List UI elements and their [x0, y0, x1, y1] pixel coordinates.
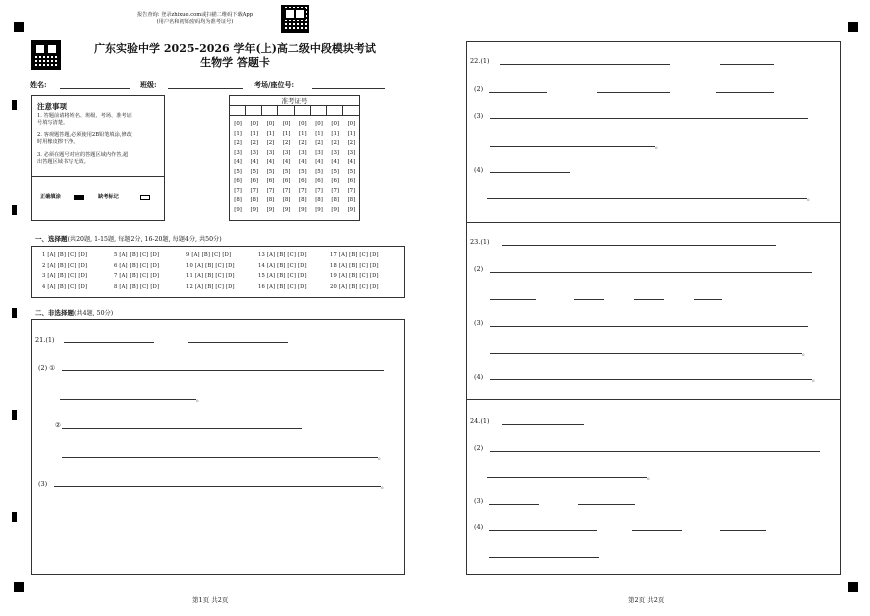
room-field[interactable] — [312, 88, 385, 89]
exam-id-bubble[interactable]: [4] — [315, 159, 323, 165]
q22-3-field[interactable] — [490, 118, 808, 119]
choice-options[interactable]: [A] [B] [C] [D] — [191, 252, 232, 258]
exam-id-bubble[interactable]: [2] — [331, 140, 340, 146]
q21-p2: (2) ① — [38, 364, 56, 372]
section2-title: 二、非选择题 — [35, 309, 74, 317]
corner-mark — [848, 582, 858, 592]
choice-number: 18 — [330, 262, 338, 269]
choice-number: 11 — [186, 273, 194, 279]
choice-number: 14 — [258, 262, 266, 269]
correct-fill-label: 正确填涂 — [40, 194, 61, 200]
notice-item: 1. 答题前请将姓名、班级、考场、准考证号填写清楚。 — [37, 113, 132, 126]
choice-number: 1 — [42, 252, 46, 258]
exam-id-bubble[interactable]: [7] — [282, 187, 291, 194]
exam-id-title: 准考证号 — [230, 96, 359, 106]
exam-id-bubble[interactable]: [0] — [315, 121, 323, 127]
choice-number: 10 — [186, 262, 194, 269]
q23-p3: (3) — [474, 319, 484, 327]
exam-id-bubble[interactable]: [2] — [250, 140, 259, 146]
footer-page2: 第2页 共2页 — [628, 596, 665, 604]
exam-id-bubble[interactable]: [1] — [299, 130, 307, 137]
choice-item[interactable] — [186, 263, 235, 269]
choice-options[interactable]: [A] [B] [C] [D] — [194, 283, 235, 290]
choice-item[interactable] — [114, 284, 159, 290]
exam-id-bubble[interactable]: [5] — [347, 168, 356, 175]
q23-1-field[interactable] — [502, 245, 776, 246]
period: 。 — [655, 142, 662, 150]
corner-mark — [14, 22, 24, 32]
notice-line-2: (用户名和初始密码均为准考证号) — [156, 19, 234, 25]
q22-1b-field[interactable] — [720, 64, 774, 65]
q21-p2b: ② — [55, 421, 61, 429]
q24-3b-field[interactable] — [578, 504, 635, 505]
exam-id-bubble[interactable]: [9] — [299, 206, 307, 213]
period: 。 — [807, 194, 814, 202]
report-notice — [120, 12, 270, 26]
q23-3-field[interactable] — [490, 326, 808, 327]
choice-number: 9 — [186, 252, 190, 258]
q24-p1: 24.(1) — [470, 417, 490, 425]
choice-item[interactable] — [330, 252, 379, 258]
timing-mark — [12, 308, 17, 318]
choice-options[interactable]: [A] [B] [C] [D] — [47, 283, 88, 290]
exam-id-bubble[interactable]: [0] — [234, 121, 242, 127]
exam-id-bubble[interactable]: [2] — [347, 140, 356, 146]
choice-item[interactable] — [186, 284, 235, 290]
q22-2b-field[interactable] — [597, 92, 670, 93]
q21-2a-field-cont[interactable] — [60, 399, 196, 400]
class-label: 班级: — [140, 80, 157, 89]
exam-id-bubble[interactable]: [5] — [331, 168, 340, 175]
exam-id-bubble[interactable]: [6] — [315, 178, 323, 184]
choice-number: 2 — [42, 262, 46, 269]
q22-p3: (3) — [474, 112, 484, 120]
exam-id-bubble[interactable]: [2] — [315, 140, 323, 146]
q21-2a-field[interactable] — [62, 370, 384, 371]
exam-id-bubble[interactable]: [1] — [331, 130, 340, 137]
qr-code-icon — [31, 40, 61, 70]
notice-line-1: 报告查询: 登录zhixue.com或扫描二维码下载App — [136, 12, 254, 18]
exam-id-bubble[interactable]: [1] — [315, 130, 323, 137]
exam-id-bubble[interactable]: [1] — [266, 130, 275, 137]
choice-number: 12 — [186, 283, 194, 290]
choice-options[interactable]: [A] [B] [C] [D] — [119, 283, 160, 290]
exam-id-box — [229, 95, 360, 221]
exam-id-bubble[interactable]: [8] — [250, 197, 259, 203]
exam-id-bubble[interactable]: [4] — [347, 159, 356, 165]
q24-4d-field[interactable] — [489, 557, 599, 558]
exam-id-bubble[interactable]: [6] — [266, 178, 275, 184]
q22-1a-field[interactable] — [500, 64, 670, 65]
choice-number: 19 — [330, 273, 338, 279]
exam-id-bubble[interactable]: [7] — [266, 187, 275, 194]
q22-3-field-cont[interactable] — [490, 146, 655, 147]
title-line-1: 广东实验中学 2025-2026 学年(上)高二级中段模块考试 — [94, 42, 376, 55]
choice-item[interactable] — [42, 284, 87, 290]
choice-options[interactable]: [A] [B] [C] [D] — [266, 252, 307, 258]
choice-number: 13 — [258, 252, 266, 258]
exam-id-bubble[interactable]: [8] — [282, 197, 291, 203]
exam-id-bubble[interactable]: [7] — [299, 187, 307, 194]
q23-p4: (4) — [474, 373, 484, 381]
choice-options[interactable]: [A] [B] [C] [D] — [47, 273, 88, 279]
choice-item[interactable] — [114, 273, 159, 279]
exam-id-bubble[interactable]: [4] — [234, 159, 242, 165]
exam-id-bubble[interactable]: [6] — [250, 178, 259, 184]
exam-id-bubble[interactable]: [0] — [331, 121, 340, 127]
choice-item[interactable] — [42, 263, 87, 269]
q22-2a-field[interactable] — [489, 92, 547, 93]
q24-4a-field[interactable] — [489, 530, 597, 531]
period: 。 — [381, 482, 388, 490]
period: 。 — [378, 453, 385, 461]
right-answer-box — [466, 41, 841, 575]
choice-options[interactable]: [A] [B] [C] [D] — [194, 262, 235, 269]
q22-4-field-cont[interactable] — [487, 198, 807, 199]
choice-options[interactable]: [A] [B] [C] [D] — [266, 273, 307, 279]
exam-id-bubble[interactable]: [3] — [315, 149, 323, 156]
exam-id-bubble[interactable]: [4] — [331, 159, 340, 165]
q22-4-field[interactable] — [490, 172, 570, 173]
choice-item[interactable] — [330, 263, 379, 269]
exam-id-bubble[interactable]: [9] — [282, 206, 291, 213]
q24-p3: (3) — [474, 497, 484, 505]
exam-id-bubble[interactable]: [5] — [250, 168, 259, 175]
choice-item[interactable] — [258, 284, 307, 290]
exam-id-bubble[interactable]: [9] — [331, 206, 340, 213]
period: 。 — [812, 375, 819, 383]
exam-id-bubble[interactable]: [2] — [299, 140, 307, 146]
exam-id-bubble[interactable]: [0] — [266, 121, 275, 127]
q24-3a-field[interactable] — [489, 504, 539, 505]
exam-id-bubble[interactable]: [8] — [266, 197, 275, 203]
correct-fill-sample — [74, 195, 84, 200]
section1-heading — [35, 234, 222, 243]
exam-id-bubble[interactable]: [9] — [234, 206, 242, 213]
exam-id-bubble[interactable]: [6] — [299, 178, 307, 184]
exam-id-bubble[interactable]: [8] — [234, 197, 242, 203]
exam-id-bubble[interactable]: [8] — [299, 197, 307, 203]
choice-options[interactable]: [A] [B] [C] [D] — [119, 273, 160, 279]
q24-p2: (2) — [474, 444, 484, 452]
class-field[interactable] — [168, 88, 243, 89]
exam-id-bubble[interactable]: [0] — [250, 121, 259, 127]
room-label: 考场/座位号: — [254, 80, 295, 89]
exam-id-bubble[interactable]: [7] — [331, 187, 340, 194]
timing-mark — [12, 205, 17, 215]
q21-1b-field[interactable] — [188, 342, 288, 343]
choice-item[interactable] — [114, 252, 159, 258]
notice-item: 2. 客观题答题,必须使用2B铅笔填涂,修改时用橡皮擦干净。 — [37, 132, 132, 145]
q23-2d-field[interactable] — [694, 299, 722, 300]
exam-id-bubble[interactable]: [5] — [266, 168, 275, 175]
divider — [466, 222, 841, 223]
choice-number: 17 — [330, 252, 338, 258]
choice-number: 7 — [114, 273, 118, 279]
exam-id-bubble[interactable]: [3] — [347, 149, 356, 156]
exam-id-bubble[interactable]: [6] — [347, 178, 356, 184]
choice-number: 15 — [258, 273, 266, 279]
q21-2b-field-cont[interactable] — [62, 457, 378, 458]
choice-options[interactable]: [A] [B] [C] [D] — [194, 273, 235, 279]
timing-mark — [12, 512, 17, 522]
choice-options[interactable]: [A] [B] [C] [D] — [338, 283, 379, 290]
exam-id-bubble[interactable]: [8] — [331, 197, 340, 203]
choice-options[interactable]: [A] [B] [C] [D] — [119, 252, 160, 258]
choice-item[interactable] — [258, 263, 307, 269]
exam-id-bubble[interactable]: [8] — [315, 197, 323, 203]
choice-item[interactable] — [258, 252, 307, 258]
period: 。 — [647, 473, 654, 481]
exam-id-bubble[interactable]: [3] — [282, 149, 291, 156]
exam-id-bubble[interactable]: [1] — [250, 130, 259, 137]
notice-box — [31, 95, 165, 221]
q21-1a-field[interactable] — [64, 342, 154, 343]
exam-id-bubble[interactable]: [9] — [315, 206, 323, 213]
corner-mark — [848, 22, 858, 32]
exam-id-bubble[interactable]: [7] — [347, 187, 356, 194]
choice-options[interactable]: [A] [B] [C] [D] — [338, 252, 379, 258]
q24-2-field-cont[interactable] — [487, 477, 647, 478]
exam-id-bubble[interactable]: [7] — [250, 187, 259, 194]
exam-id-bubble[interactable]: [1] — [347, 130, 356, 137]
exam-id-bubble[interactable]: [4] — [282, 159, 291, 165]
choice-number: 6 — [114, 262, 118, 269]
exam-id-bubble[interactable]: [2] — [234, 140, 242, 146]
choice-number: 16 — [258, 283, 266, 290]
period: 。 — [196, 395, 203, 403]
divider — [466, 399, 841, 400]
exam-id-bubble[interactable]: [3] — [299, 149, 307, 156]
period: 。 — [802, 349, 809, 357]
section2-desc: (共4题, 50分) — [74, 310, 114, 317]
choice-options[interactable]: [A] [B] [C] [D] — [47, 252, 88, 258]
exam-id-bubble[interactable]: [9] — [347, 206, 356, 213]
exam-id-bubble[interactable]: [3] — [331, 149, 340, 156]
choice-options[interactable]: [A] [B] [C] [D] — [266, 283, 307, 290]
choice-number: 4 — [42, 283, 46, 290]
q21-p1: 21.(1) — [35, 336, 55, 344]
exam-id-bubble[interactable]: [3] — [250, 149, 259, 156]
exam-id-bubble[interactable]: [4] — [299, 159, 307, 165]
q23-2-field[interactable] — [490, 272, 812, 273]
exam-id-bubble[interactable]: [4] — [266, 159, 275, 165]
exam-id-bubble[interactable]: [5] — [299, 168, 307, 175]
choice-item[interactable] — [42, 273, 87, 279]
title-line-2: 生物学 答题卡 — [200, 56, 270, 69]
q21-p3: (3) — [38, 480, 48, 488]
q23-4-field[interactable] — [490, 379, 812, 380]
q23-p1: 23.(1) — [470, 238, 490, 246]
choice-item[interactable] — [186, 273, 235, 279]
page-title — [70, 42, 400, 70]
exam-id-bubble[interactable]: [5] — [315, 168, 323, 175]
q24-2-field[interactable] — [490, 451, 820, 452]
divider — [32, 176, 164, 177]
exam-id-bubble[interactable]: [2] — [266, 140, 275, 146]
section2-heading — [35, 308, 113, 317]
footer-page1: 第1页 共2页 — [192, 596, 229, 604]
q22-p2: (2) — [474, 85, 484, 93]
exam-id-bubble[interactable]: [6] — [331, 178, 340, 184]
choice-options[interactable]: [A] [B] [C] [D] — [338, 262, 379, 269]
q23-2b-field[interactable] — [574, 299, 604, 300]
choice-number: 20 — [330, 283, 338, 290]
exam-id-bubble[interactable]: [7] — [234, 187, 242, 194]
q24-4b-field[interactable] — [632, 530, 682, 531]
exam-id-bubble[interactable]: [0] — [347, 121, 356, 127]
q21-2b-field[interactable] — [62, 428, 302, 429]
exam-id-bubble[interactable]: [5] — [282, 168, 291, 175]
choice-item[interactable] — [258, 273, 307, 279]
exam-id-bubble[interactable]: [5] — [234, 168, 242, 175]
name-field[interactable] — [60, 88, 130, 89]
q21-box — [31, 319, 405, 575]
choice-number: 5 — [114, 252, 118, 258]
exam-id-bubble[interactable]: [0] — [299, 121, 307, 127]
section1-title: 一、选择题 — [35, 235, 68, 243]
exam-id-bubble[interactable]: [3] — [266, 149, 275, 156]
q21-3-field[interactable] — [54, 486, 381, 487]
choice-item[interactable] — [330, 284, 379, 290]
choice-options[interactable]: [A] [B] [C] [D] — [338, 273, 379, 279]
timing-mark — [12, 100, 17, 110]
choice-options[interactable]: [A] [B] [C] [D] — [266, 262, 307, 269]
choice-item[interactable] — [114, 263, 159, 269]
q24-4c-field[interactable] — [720, 530, 766, 531]
exam-id-bubble[interactable]: [1] — [234, 130, 242, 137]
qr-code-icon — [281, 5, 309, 33]
choice-options[interactable]: [A] [B] [C] [D] — [47, 262, 88, 269]
q22-p4: (4) — [474, 166, 484, 174]
choice-options[interactable]: [A] [B] [C] [D] — [119, 262, 160, 269]
exam-id-bubble[interactable]: [9] — [266, 206, 275, 213]
missing-checkbox[interactable] — [140, 195, 150, 200]
choice-number: 8 — [114, 283, 118, 290]
q23-3-field-cont[interactable] — [490, 353, 802, 354]
q24-1-field[interactable] — [502, 424, 584, 425]
missing-label: 缺考标记 — [98, 194, 119, 200]
exam-id-bubble[interactable]: [4] — [250, 159, 259, 165]
exam-id-bubble[interactable]: [8] — [347, 197, 356, 203]
exam-id-bubble[interactable]: [7] — [315, 187, 323, 194]
q23-p2: (2) — [474, 265, 484, 273]
q22-2c-field[interactable] — [716, 92, 774, 93]
notice-item: 3. 必须在题号对应的答题区域内作答,超出答题区域书写无效。 — [37, 152, 129, 165]
q24-p4: (4) — [474, 523, 484, 531]
exam-id-bubble[interactable]: [0] — [282, 121, 291, 127]
exam-id-bubble[interactable]: [3] — [234, 149, 242, 156]
exam-id-bubble[interactable]: [6] — [282, 178, 291, 184]
exam-id-bubbles[interactable] — [230, 120, 360, 215]
exam-id-bubble[interactable]: [9] — [250, 206, 259, 213]
choice-item[interactable] — [330, 273, 379, 279]
exam-id-bubble[interactable]: [6] — [234, 178, 242, 184]
name-label: 姓名: — [30, 80, 47, 89]
notice-title: 注意事项 — [37, 102, 67, 111]
exam-id-bubble[interactable]: [2] — [282, 140, 291, 146]
choice-item[interactable] — [42, 252, 87, 258]
exam-id-write-row — [230, 106, 359, 116]
exam-id-bubble[interactable]: [1] — [282, 130, 291, 137]
corner-mark — [14, 582, 24, 592]
q22-p1: 22.(1) — [470, 57, 490, 65]
q23-2c-field[interactable] — [634, 299, 664, 300]
choice-item[interactable] — [186, 252, 231, 258]
timing-mark — [12, 410, 17, 420]
section1-desc: (共20题, 1-15题, 每题2分, 16-20题, 每题4分, 共50分) — [67, 236, 222, 243]
choice-number: 3 — [42, 273, 46, 279]
q23-2a-field[interactable] — [490, 299, 536, 300]
choice-box — [31, 246, 405, 298]
